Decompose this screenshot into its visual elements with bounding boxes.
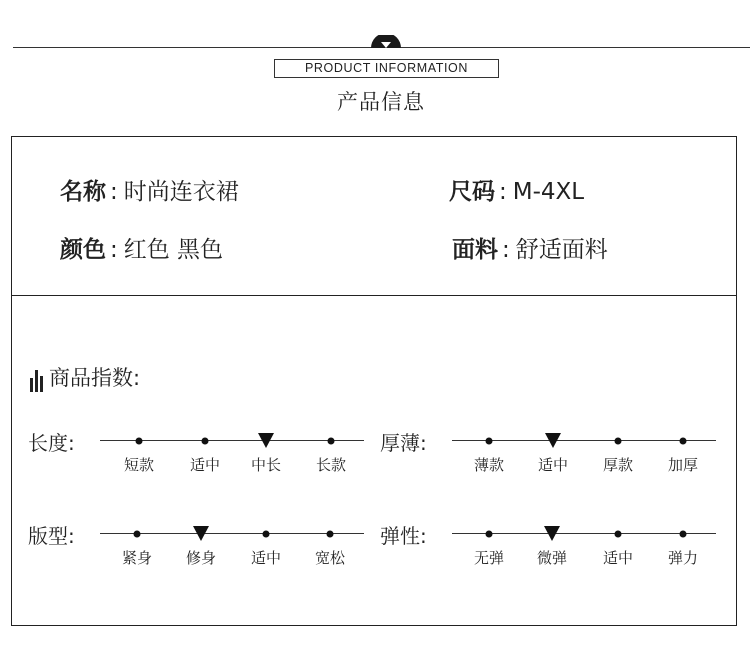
- scale-dot: [263, 531, 270, 538]
- selected-marker-icon: [193, 526, 209, 541]
- scale-option: 加厚: [667, 456, 699, 474]
- scale-option: 厚款: [602, 456, 634, 474]
- size-separator: :: [499, 179, 507, 205]
- scale-dot: [680, 438, 687, 445]
- product-index-heading: [30, 362, 140, 392]
- scale-dot: [615, 531, 622, 538]
- banner-product-information: PRODUCT INFORMATION: [274, 59, 499, 78]
- scale-label: 厚薄:: [380, 431, 427, 455]
- scale-option: 修身: [185, 549, 217, 567]
- scale-option: 无弹: [473, 549, 505, 567]
- scale-dot: [486, 438, 493, 445]
- scale-option: 薄款: [473, 456, 505, 474]
- down-triangle-icon: [371, 35, 401, 61]
- fabric-label: 面料: [452, 237, 498, 263]
- scale-option: 宽松: [314, 549, 346, 567]
- size-value: M-4XL: [512, 179, 585, 205]
- scale-label: 长度:: [28, 431, 75, 455]
- scale-dot: [136, 438, 143, 445]
- scale-option: 微弹: [536, 549, 568, 567]
- scale-dot: [328, 438, 335, 445]
- selected-marker-icon: [544, 526, 560, 541]
- color-separator: :: [110, 237, 118, 263]
- bar-chart-icon: [30, 368, 45, 392]
- selected-marker-icon: [545, 433, 561, 448]
- product-index-title: 商品指数:: [49, 366, 141, 390]
- scale-dot: [202, 438, 209, 445]
- scale-label: 弹性:: [380, 524, 427, 548]
- size-label: 尺码: [449, 179, 495, 205]
- info-color: [60, 231, 223, 264]
- scale-option: 短款: [123, 456, 155, 474]
- selected-marker-icon: [258, 433, 274, 448]
- color-label: 颜色: [60, 237, 106, 263]
- color-value: 红色 黑色: [123, 237, 224, 263]
- scale-option: 适中: [189, 456, 221, 474]
- scale-option: 弹力: [667, 549, 699, 567]
- scale-option: 紧身: [121, 549, 153, 567]
- scale-dot: [486, 531, 493, 538]
- name-value: 时尚连衣裙: [123, 179, 239, 205]
- fabric-value: 舒适面料: [515, 237, 608, 263]
- page-title: 产品信息: [337, 90, 425, 114]
- basic-info-panel: [11, 136, 737, 296]
- scale-option: 适中: [250, 549, 282, 567]
- scale-dot: [615, 438, 622, 445]
- scale-dot: [680, 531, 687, 538]
- scale-label: 版型:: [28, 524, 75, 548]
- info-name: [60, 173, 239, 206]
- scale-dot: [327, 531, 334, 538]
- info-size: [449, 173, 584, 206]
- info-fabric: [452, 231, 608, 264]
- scale-option: 长款: [315, 456, 347, 474]
- name-separator: :: [110, 179, 118, 205]
- scale-dot: [134, 531, 141, 538]
- name-label: 名称: [60, 179, 106, 205]
- scale-option: 适中: [602, 549, 634, 567]
- scale-option: 中长: [250, 456, 282, 474]
- scale-option: 适中: [537, 456, 569, 474]
- fabric-separator: :: [502, 237, 510, 263]
